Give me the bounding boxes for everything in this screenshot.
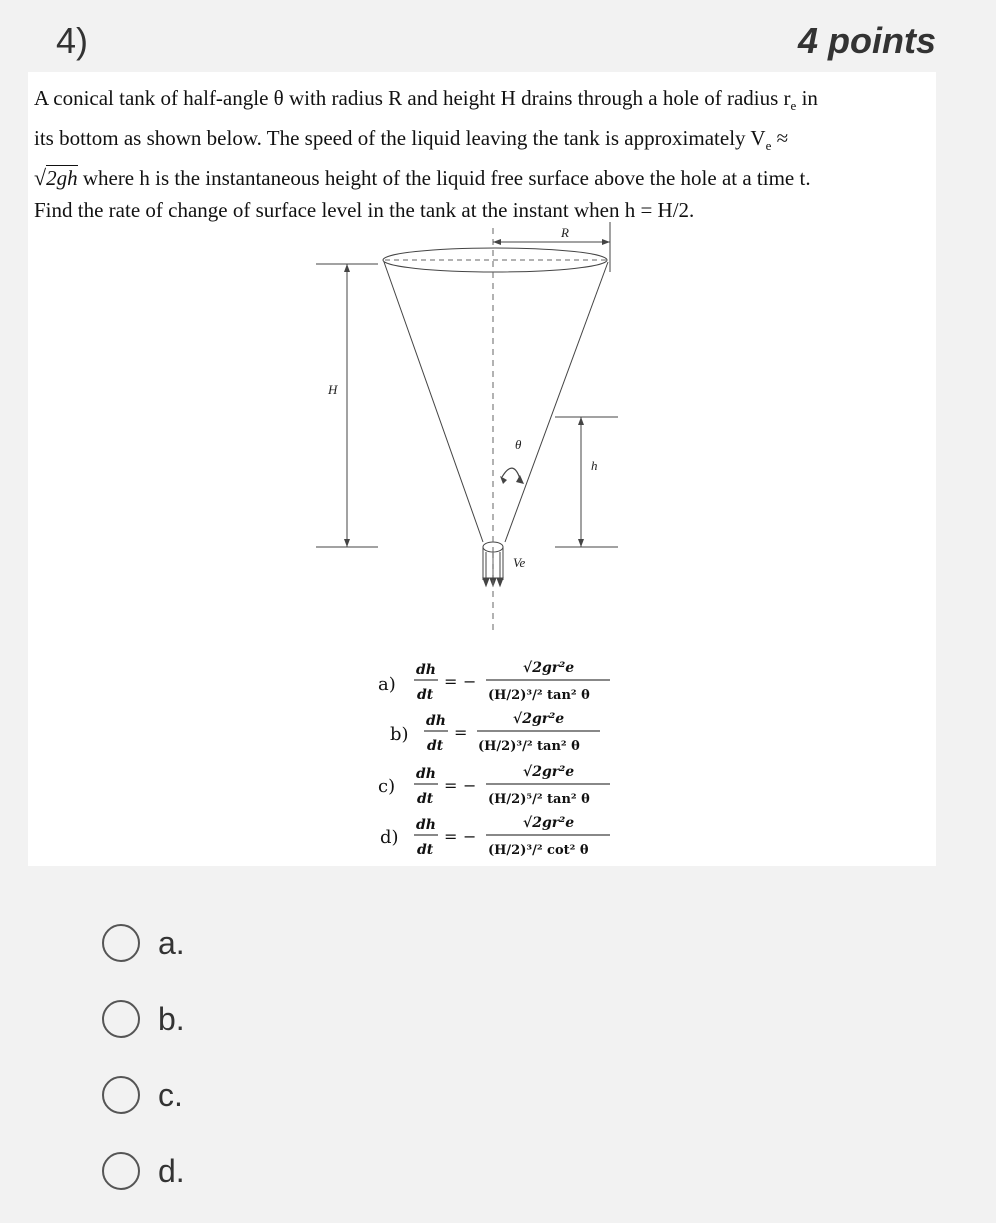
label-Ve: Ve <box>513 555 526 570</box>
question-image <box>28 72 936 866</box>
question-number: 4) <box>56 20 89 61</box>
radio-c[interactable] <box>102 1076 140 1114</box>
option-b[interactable] <box>102 996 185 1042</box>
svg-text:√2gr²e: √2gr²e <box>523 815 575 831</box>
svg-text:(H/2)³/² cot² θ: (H/2)³/² cot² θ <box>488 843 589 858</box>
option-c-label: c. <box>158 1076 183 1113</box>
svg-text:(H/2)³/² tan² θ: (H/2)³/² tan² θ <box>488 688 590 703</box>
svg-text:dh: dh <box>416 662 436 678</box>
svg-text:dh: dh <box>416 817 436 833</box>
label-H: H <box>328 382 338 397</box>
svg-text:dt: dt <box>417 842 434 858</box>
formula-c <box>378 764 610 807</box>
points-label: 4 points <box>797 20 936 61</box>
svg-text:dh: dh <box>416 766 436 782</box>
svg-text:=: = <box>444 672 458 691</box>
svg-text:−: − <box>463 672 477 691</box>
svg-text:a): a) <box>378 674 396 695</box>
problem-line-2: its bottom as shown below. The speed of the liquid leaving the tank is approximately $V_e$ ≈ <box>34 126 789 154</box>
svg-text:(H/2)⁵/² tan² θ: (H/2)⁵/² tan² θ <box>488 792 590 807</box>
svg-text:d): d) <box>380 827 399 848</box>
svg-text:√2gr²e: √2gr²e <box>523 660 575 676</box>
svg-text:−: − <box>463 776 477 795</box>
problem-line-4: Find the rate of change of surface level in the tank at the instant when h = H/2. <box>34 198 695 223</box>
problem-line-1: A conical tank of half-angle θ with radius R and height H drains through a hole of radius $r_e$ in <box>34 86 818 114</box>
option-a[interactable] <box>102 920 185 966</box>
svg-text:c): c) <box>378 776 396 797</box>
svg-text:√2gr²e: √2gr²e <box>523 764 575 780</box>
label-h: h <box>591 458 598 473</box>
svg-text:=: = <box>454 723 468 742</box>
svg-text:=: = <box>444 827 458 846</box>
option-c[interactable] <box>102 1072 183 1118</box>
radio-d[interactable] <box>102 1152 140 1190</box>
svg-text:dt: dt <box>417 687 434 703</box>
label-theta: θ <box>515 437 522 452</box>
problem-line-3: √2gh where h is the instantaneous height of the liquid free surface above the hole at a time t. <box>34 165 811 191</box>
radio-a[interactable] <box>102 924 140 962</box>
radio-b[interactable] <box>102 1000 140 1038</box>
formula-b <box>390 711 600 754</box>
svg-text:√2gr²e: √2gr²e <box>513 711 565 727</box>
option-b-label: b. <box>158 1000 185 1037</box>
svg-text:b): b) <box>390 724 409 745</box>
svg-text:=: = <box>444 776 458 795</box>
choice-formulas <box>28 72 936 866</box>
svg-text:dt: dt <box>417 791 434 807</box>
formula-d <box>380 815 610 858</box>
svg-text:−: − <box>463 827 477 846</box>
formula-a <box>378 660 610 703</box>
label-R: R <box>561 225 569 240</box>
option-d[interactable] <box>102 1148 185 1194</box>
svg-text:dh: dh <box>426 713 446 729</box>
option-d-label: d. <box>158 1152 185 1189</box>
option-a-label: a. <box>158 924 185 961</box>
svg-text:dt: dt <box>427 738 444 754</box>
svg-text:(H/2)³/² tan² θ: (H/2)³/² tan² θ <box>478 739 580 754</box>
